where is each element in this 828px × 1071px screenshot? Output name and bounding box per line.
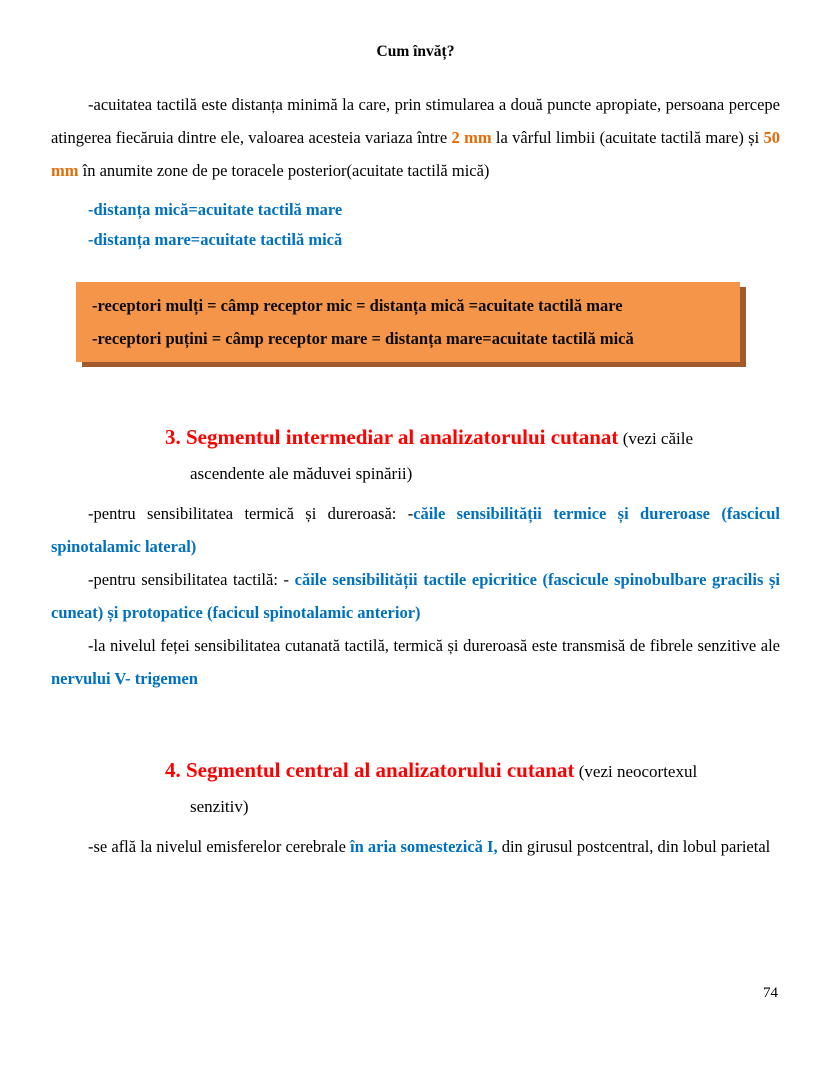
- section-3-heading: [51, 420, 780, 491]
- blue-term-termica: căile sensibilității termice și dureroase (fascicul spinotalamic lateral): [51, 504, 780, 556]
- text-run: -pentru sensibilitatea tactilă: -: [88, 570, 295, 589]
- highlight-50mm: 50 mm: [51, 128, 780, 180]
- page-number: 74: [763, 985, 778, 1001]
- blue-term-tactila: căile sensibilității tactile epicritice (fascicule spinobulbare gracilis și cuneat) și protopatice (facicul spinotalamic anterior): [51, 570, 780, 622]
- text-run: -pentru sensibilitatea termică și dureroasă: -: [88, 504, 414, 523]
- blue-term-trigemen: nervului V- trigemen: [51, 669, 198, 688]
- blue-note-line-1: -distanța mică=acuitate tactilă mare: [88, 200, 343, 219]
- text-run: în anumite zone de pe toracele posterior(acuitate tactilă mică): [78, 161, 490, 180]
- highlight-box-line-2: -receptori puțini = câmp receptor mare = distanța mare=acuitate tactilă mică: [92, 329, 634, 348]
- paragraph-fata: [51, 629, 780, 695]
- highlight-box: [76, 282, 740, 362]
- text-run: din girusul postcentral, din lobul parietal: [497, 837, 771, 856]
- section-4-title: 4. Segmentul central al analizatorului cutanat: [165, 758, 575, 782]
- blue-term-somestezica: în aria somestezică I,: [350, 837, 498, 856]
- paragraph-acuitate: [51, 88, 780, 187]
- text-run: -acuitatea tactilă este distanța minimă la care, prin stimularea a două puncte apropiate, persoana percepe atingerea fiecăruia dintre ele, valoarea acesteia variaza între: [51, 95, 780, 147]
- text-run: -la nivelul feței sensibilitatea cutanată tactilă, termică și dureroasă este transmisă de fibrele senzitive ale: [88, 636, 780, 655]
- section-4-suffix: (vezi neocortexul: [574, 762, 698, 781]
- highlight-box-line-1: -receptori mulți = câmp receptor mic = distanța mică =acuitate tactilă mare: [92, 296, 623, 315]
- paragraph-central: [51, 830, 780, 863]
- section-3-suffix: (vezi căile: [618, 429, 693, 448]
- page-header-title: Cum învăț?: [376, 43, 455, 60]
- highlight-2mm: 2 mm: [451, 128, 492, 147]
- paragraph-termica: [51, 497, 780, 563]
- section-3-title: 3. Segmentul intermediar al analizatorului cutanat: [165, 425, 619, 449]
- text-run: la vârful limbii (acuitate tactilă mare) și: [491, 128, 764, 147]
- paragraph-tactila: [51, 563, 780, 629]
- section-4-heading: [51, 753, 780, 824]
- text-run: -se află la nivelul emisferelor cerebrale: [88, 837, 351, 856]
- section-4-suffix-continuation: senzitiv): [190, 797, 249, 816]
- blue-notes-block: [51, 195, 780, 255]
- blue-note-line-2: -distanța mare=acuitate tactilă mică: [88, 230, 343, 249]
- section-3-suffix-continuation: ascendente ale măduvei spinării): [190, 464, 413, 483]
